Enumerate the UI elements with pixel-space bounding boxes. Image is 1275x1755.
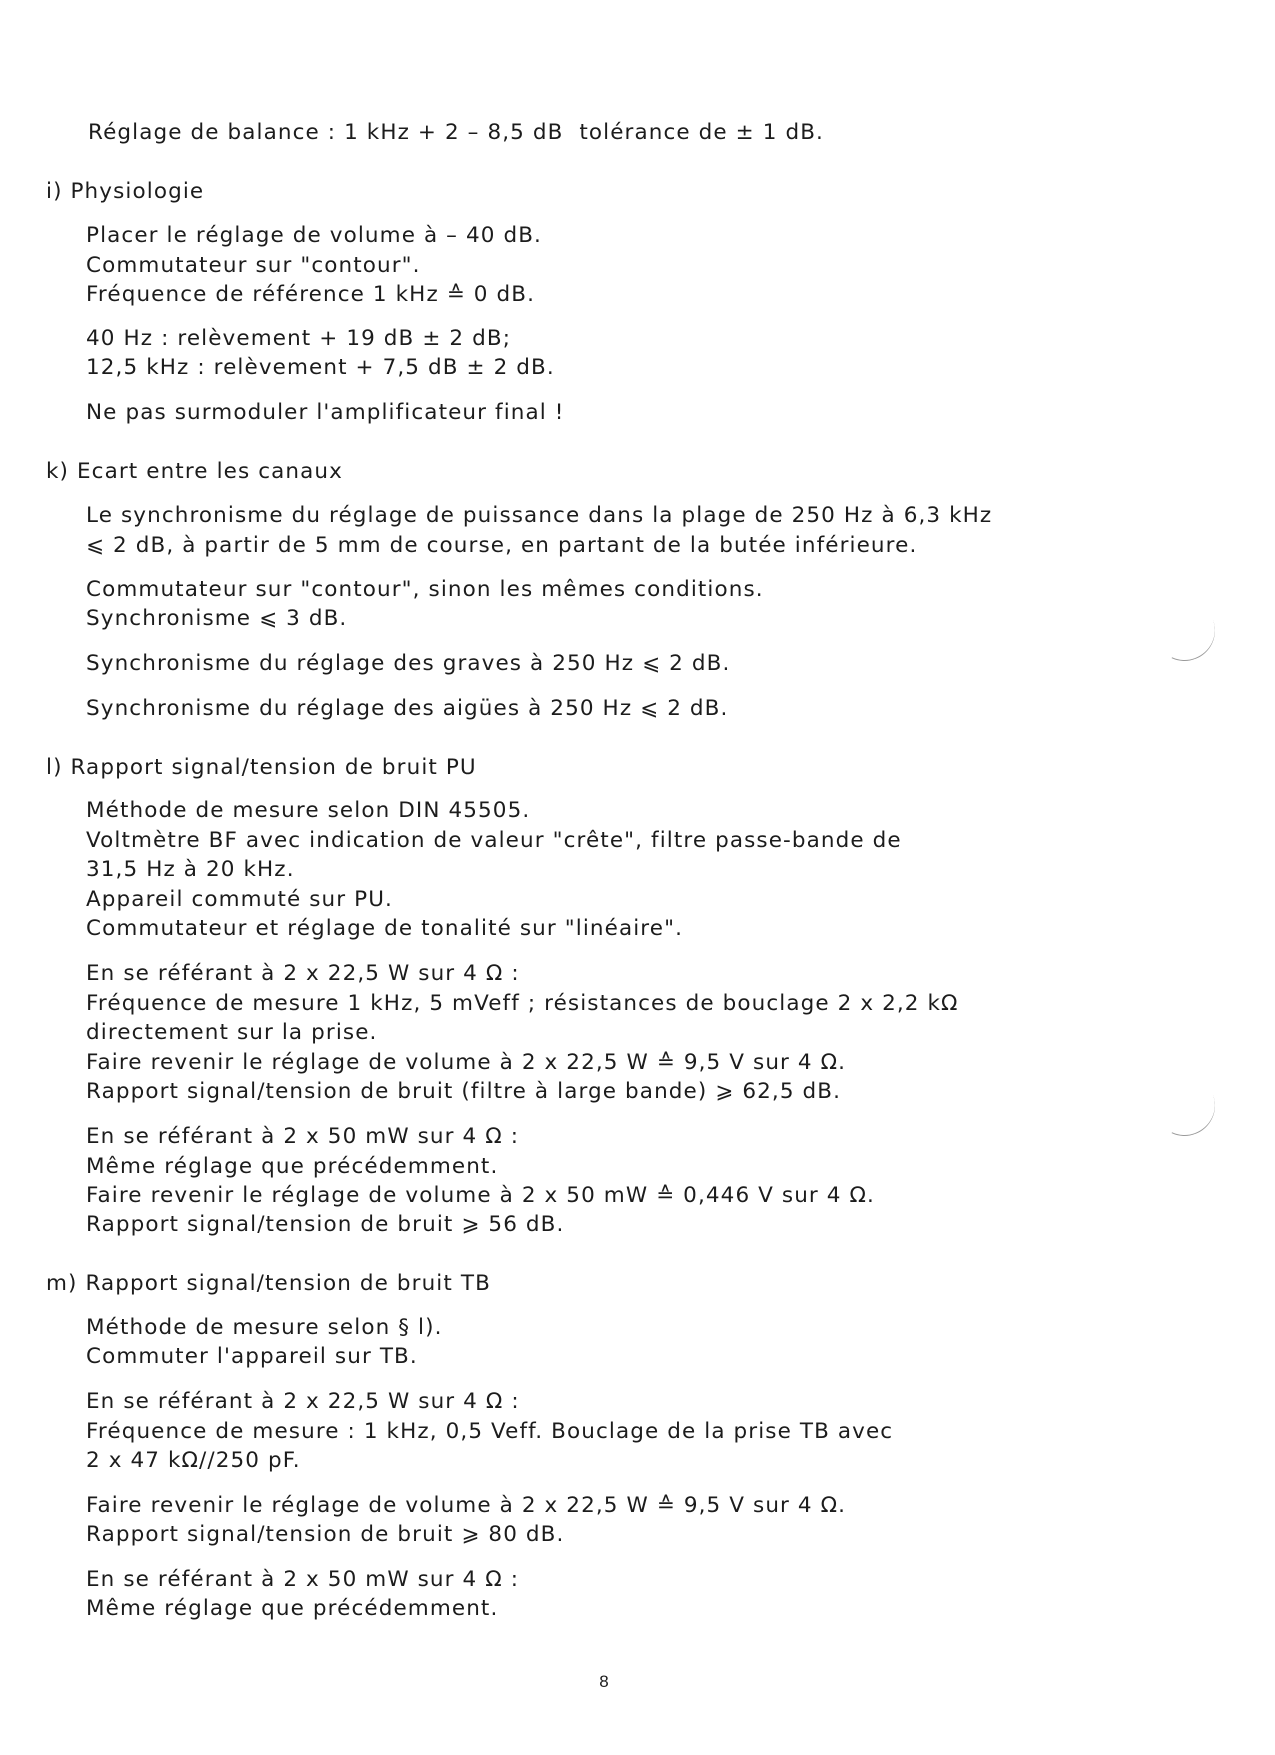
text-line: Commutateur et réglage de tonalité sur "linéaire". (86, 916, 684, 941)
text-line: Commutateur sur "contour", sinon les mêmes conditions. (86, 577, 764, 602)
text-line: Fréquence de mesure 1 kHz, 5 mVeff ; résistances de bouclage 2 x 2,2 kΩ (86, 991, 959, 1016)
section-l-heading: l) Rapport signal/tension de bruit PU (46, 755, 477, 780)
section-k-heading: k) Ecart entre les canaux (46, 459, 343, 484)
punch-hole-mark (1145, 591, 1223, 669)
text-line: Commutateur sur "contour". (86, 253, 421, 278)
text-line: 2 x 47 kΩ//250 pF. (86, 1448, 301, 1473)
section-m-heading: m) Rapport signal/tension de bruit TB (46, 1271, 491, 1296)
text-line: En se référant à 2 x 50 mW sur 4 Ω : (86, 1567, 520, 1592)
text-line: Même réglage que précédemment. (86, 1154, 499, 1179)
text-line: Placer le réglage de volume à – 40 dB. (86, 223, 542, 248)
text-line: Appareil commuté sur PU. (86, 887, 393, 912)
page-number: 8 (599, 1672, 609, 1691)
text-line: Fréquence de mesure : 1 kHz, 0,5 Veff. Bouclage de la prise TB avec (86, 1419, 894, 1444)
text-line: Méthode de mesure selon § l). (86, 1315, 443, 1340)
text-line: Faire revenir le réglage de volume à 2 x 22,5 W ≙ 9,5 V sur 4 Ω. (86, 1050, 847, 1075)
text-line: En se référant à 2 x 50 mW sur 4 Ω : (86, 1124, 520, 1149)
balance-line: Réglage de balance : 1 kHz + 2 – 8,5 dB tolérance de ± 1 dB. (88, 120, 824, 145)
text-line: Méthode de mesure selon DIN 45505. (86, 798, 531, 823)
text-line: Synchronisme du réglage des graves à 250 Hz ⩽ 2 dB. (86, 651, 731, 676)
text-line: Le synchronisme du réglage de puissance dans la plage de 250 Hz à 6,3 kHz (86, 503, 993, 528)
text-line: Faire revenir le réglage de volume à 2 x 22,5 W ≙ 9,5 V sur 4 Ω. (86, 1493, 847, 1518)
text-line: Rapport signal/tension de bruit (filtre à large bande) ⩾ 62,5 dB. (86, 1079, 842, 1104)
text-line: Rapport signal/tension de bruit ⩾ 80 dB. (86, 1522, 565, 1547)
text-line: 40 Hz : relèvement + 19 dB ± 2 dB; (86, 326, 512, 351)
text-line: Synchronisme ⩽ 3 dB. (86, 606, 348, 631)
text-line: 31,5 Hz à 20 kHz. (86, 857, 295, 882)
text-line: Commuter l'appareil sur TB. (86, 1344, 418, 1369)
text-line: Fréquence de référence 1 kHz ≙ 0 dB. (86, 282, 536, 307)
text-line: Ne pas surmoduler l'amplificateur final ! (86, 400, 565, 425)
text-line: En se référant à 2 x 22,5 W sur 4 Ω : (86, 1389, 520, 1414)
punch-hole-mark (1145, 1066, 1223, 1144)
section-i-heading: i) Physiologie (46, 179, 205, 204)
text-line: 12,5 kHz : relèvement + 7,5 dB ± 2 dB. (86, 355, 555, 380)
text-line: directement sur la prise. (86, 1020, 378, 1045)
text-line: Même réglage que précédemment. (86, 1596, 499, 1621)
text-line: ⩽ 2 dB, à partir de 5 mm de course, en partant de la butée inférieure. (86, 533, 918, 558)
text-line: Voltmètre BF avec indication de valeur "crête", filtre passe-bande de (86, 828, 902, 853)
text-line: Faire revenir le réglage de volume à 2 x 50 mW ≙ 0,446 V sur 4 Ω. (86, 1183, 875, 1208)
text-line: Rapport signal/tension de bruit ⩾ 56 dB. (86, 1212, 565, 1237)
text-line: En se référant à 2 x 22,5 W sur 4 Ω : (86, 961, 520, 986)
text-line: Synchronisme du réglage des aigües à 250 Hz ⩽ 2 dB. (86, 696, 729, 721)
